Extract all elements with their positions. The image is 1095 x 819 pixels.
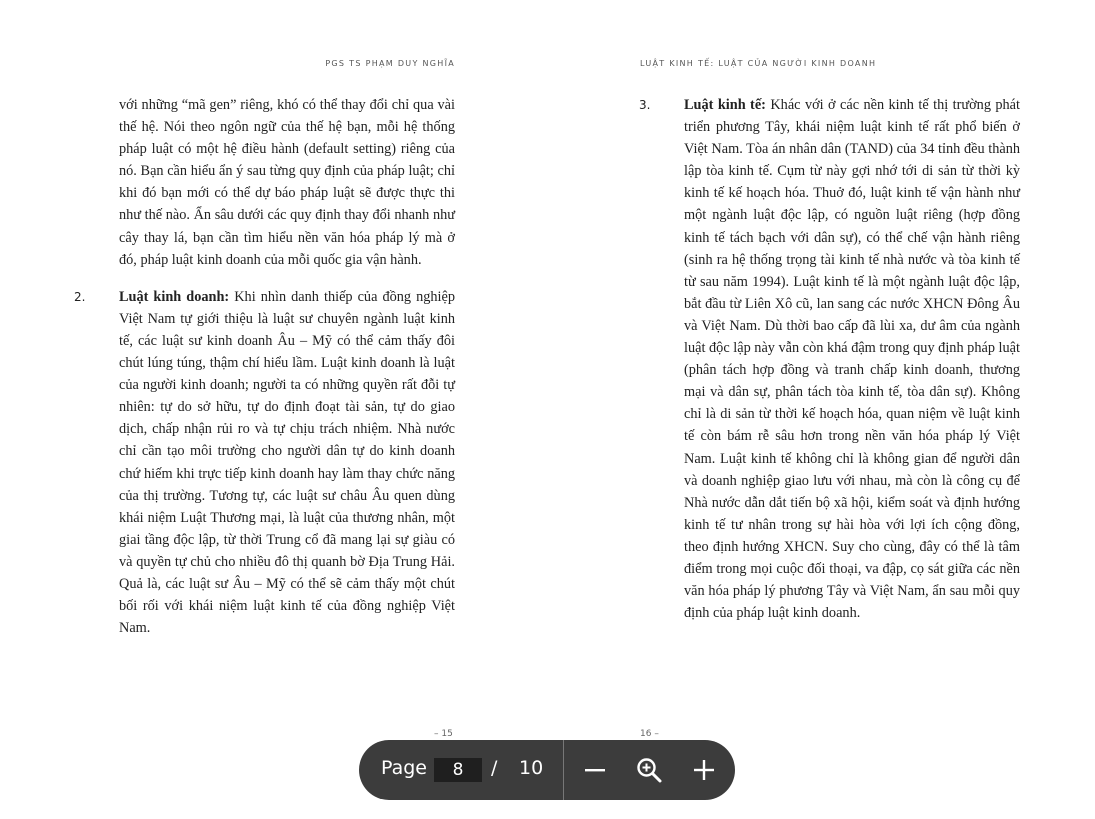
zoom-in-button[interactable] <box>687 754 721 786</box>
pdf-toolbar <box>359 740 735 800</box>
magnifier-plus-icon <box>635 756 663 784</box>
toolbar-divider <box>563 740 564 800</box>
list-item-term: Luật kinh doanh: <box>119 288 230 305</box>
left-page-body <box>74 94 455 639</box>
list-item-2 <box>74 286 455 640</box>
right-running-head: LUẬT KINH TẾ: LUẬT CỦA NGƯỜI KINH DOANH <box>640 59 877 68</box>
list-item-number: 3. <box>639 98 651 112</box>
page-separator: / <box>491 757 498 779</box>
list-item-text: Khi nhìn danh thiếp của đồng nghiệp Việt Nam tự giới thiệu là luật sư chuyên ngành luật kinh tế, các luật sư kinh doanh Âu – Mỹ có thể cảm thấy đôi chút lúng túng, thậm chí hiểu lầm. Luật kinh doanh là luật của người kinh doanh; người ta có những quyền rất đỗi tự nhiên: tự do sở hữu, tự do định đoạt tài sản, tự do giao dịch, chấp nhận rủi ro và tự chịu trách nhiệm. Nhà nước chỉ cần tạo môi trường cho người dân tự do kinh doanh chứ hiếm khi trực tiếp kinh doanh hay làm thay chức năng của thị trường. Tương tự, các luật sư châu Âu quen dùng khái niệm Luật Thương mại, là luật của thương nhân, một giai tầng độc lập, từ thời Trung cổ đã mang lại sự giàu có và quyền tự chủ cho nhiều đô thị quanh bờ Địa Trung Hải. Quả là, các luật sư Âu – Mỹ có thể sẽ cảm thấy một chút bối rối với khái niệm luật kinh tế của đồng nghiệp Việt Nam. <box>119 288 455 637</box>
total-pages: 10 <box>519 757 544 779</box>
zoom-fit-button[interactable] <box>632 754 666 786</box>
right-page-body <box>639 94 1020 624</box>
left-page-number: – 15 <box>434 729 453 739</box>
page-number-input[interactable] <box>434 758 482 782</box>
left-running-head: PGS TS PHẠM DUY NGHĨA <box>325 59 455 68</box>
list-item-text: Khác với ở các nền kinh tế thị trường phát triển phương Tây, khái niệm luật kinh tế rất phổ biến ở Việt Nam. Tòa án nhân dân (TAND) của 34 tỉnh đều thành lập tòa kinh tế. Cụm từ này gợi nhớ tới di sản từ thời kỳ kinh tế kế hoạch hóa. Thuở đó, luật kinh tế vận hành như một ngành luật độc lập, có nguồn luật riêng (hợp đồng kinh tế tách bạch với dân sự), có thể chế vận hành riêng (sinh ra hệ thống trọng tài kinh tế nhà nước và tòa kinh tế từ sau năm 1994). Luật kinh tế là một ngành luật độc lập, bắt đầu từ Liên Xô cũ, lan sang các nước XHCN Đông Âu và Việt Nam. Dù thời bao cấp đã lùi xa, dư âm của ngành luật độc lập này vẫn còn khá đậm trong quy định pháp luật (phân tách hợp đồng và tranh chấp kinh doanh, thương mại và dân sự, phân tách tòa kinh tế, tòa dân sự). Không chỉ là di sản từ thời kế hoạch hóa, quan niệm về luật kinh tế còn bám rễ sâu hơn trong nền văn hóa pháp lý Việt Nam. Luật kinh tế không chỉ là không gian để người dân và doanh nghiệp giao lưu với nhau, mà còn là công cụ để Nhà nước dẫn dắt tiến bộ xã hội, kiểm soát và định hướng kinh tế tư nhân trong sự hài hòa với lợi ích cộng đồng, theo định hướng XHCN. Suy cho cùng, đây có thể là tâm điểm trong mọi cuộc đối thoại, va đập, cọ sát giữa các nền văn hóa pháp lý phương Tây và Việt Nam, ẩn sau mỗi quy định của pháp luật kinh doanh. <box>684 97 1020 622</box>
continuation-paragraph: với những “mã gen” riêng, khó có thể thay đổi chỉ qua vài thế hệ. Nói theo ngôn ngữ của thế hệ bạn, mỗi hệ thống pháp luật có một hệ điều hành (default setting) riêng của nó. Bạn cần hiểu ẩn ý sau từng quy định của pháp luật; chỉ khi đó bạn mới có thể dự báo pháp luật sẽ được thực thi như thế nào. Ẩn sâu dưới các quy định thay đổi nhanh như cây thay lá, bạn cần tìm hiểu nền văn hóa pháp lý mà ở đó, pháp luật kinh doanh của mỗi quốc gia vận hành. <box>119 97 455 268</box>
list-item-number: 2. <box>74 289 86 304</box>
minus-icon <box>583 758 607 782</box>
right-page-number: 16 – <box>640 729 659 739</box>
list-item-3 <box>639 94 1020 624</box>
zoom-out-button[interactable] <box>578 754 612 786</box>
list-item-term: Luật kinh tế: <box>684 97 766 113</box>
page-label: Page <box>381 757 427 779</box>
plus-icon <box>692 758 716 782</box>
